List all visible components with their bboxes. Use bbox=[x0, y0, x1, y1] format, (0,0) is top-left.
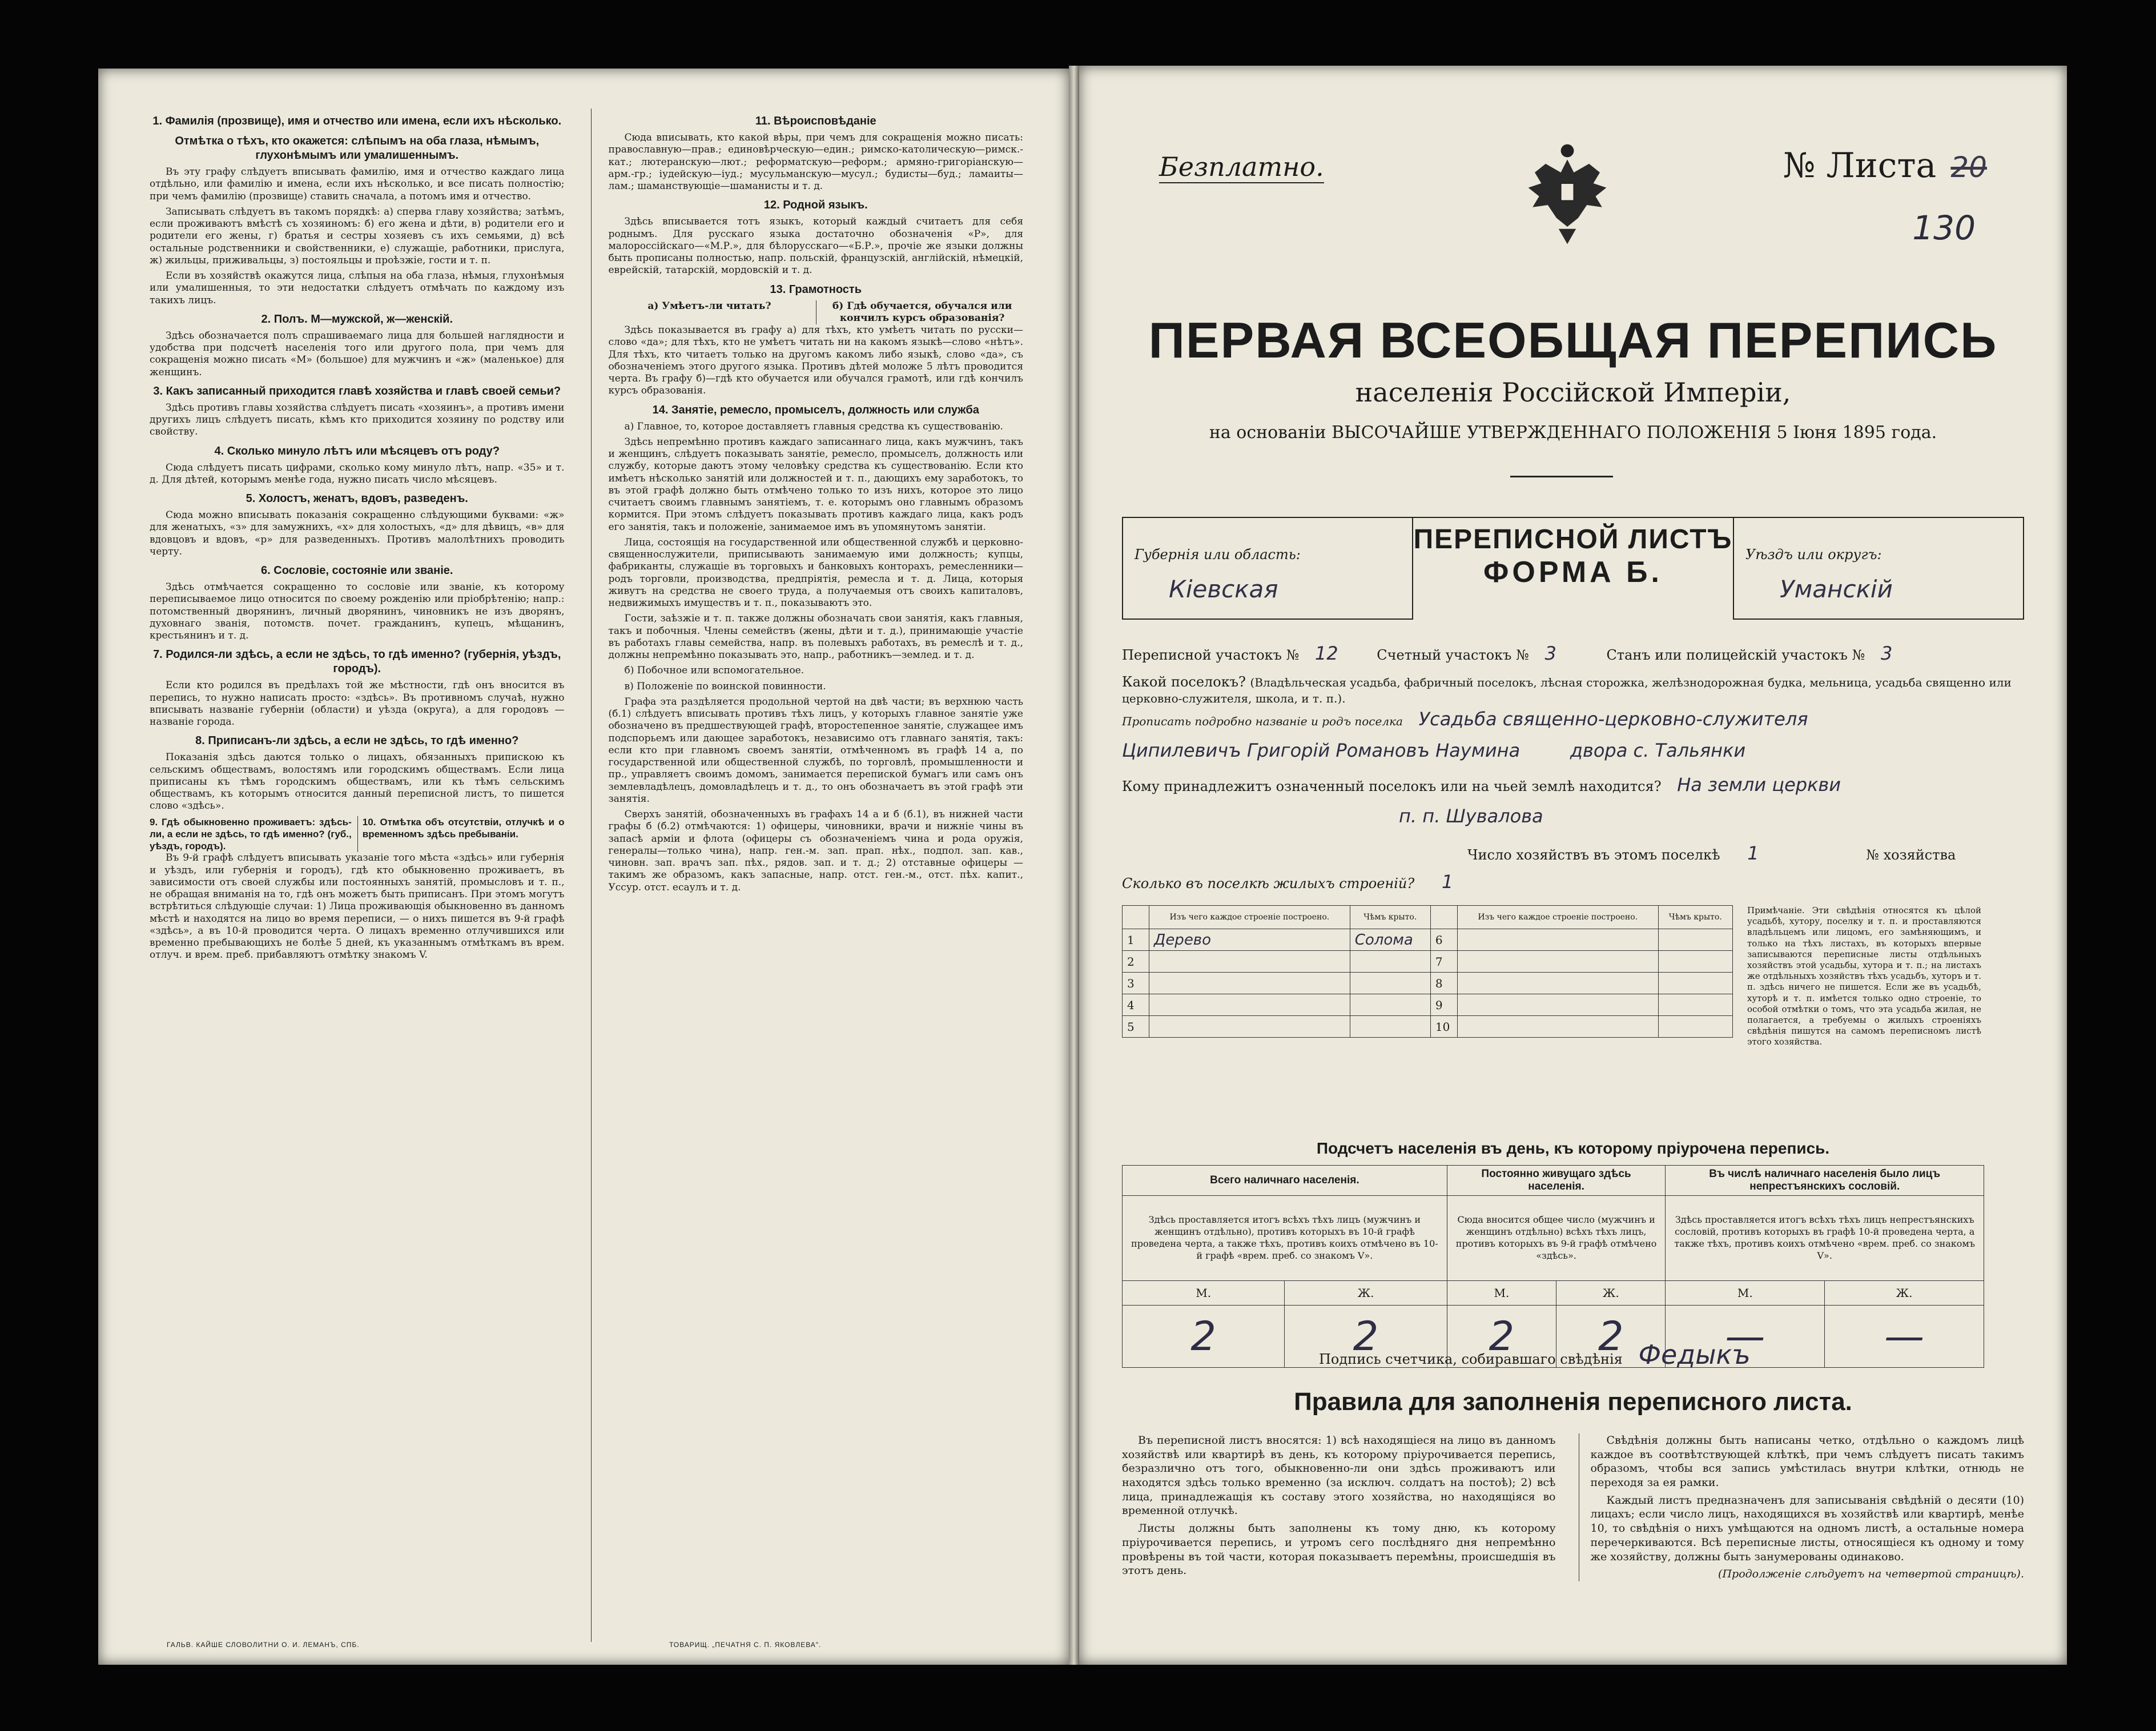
male-label: М. bbox=[1447, 1281, 1556, 1306]
settlement-hint2: Прописать подробно названіе и родъ поселка bbox=[1122, 714, 1403, 728]
left-page bbox=[98, 69, 1069, 1665]
bld-roof bbox=[1350, 1016, 1430, 1038]
settlement-value-3: двора с. Тальянки bbox=[1570, 740, 1746, 761]
female-label: Ж. bbox=[1825, 1281, 1984, 1306]
section-heading: 7. Родился-ли здѣсь, а если не здѣсь, то гдѣ именно? (губернія, уѣздъ, городъ). bbox=[153, 648, 561, 676]
section-paragraph: Показанія здѣсь даются только о лицахъ, обязанныхъ припискою къ сельскимъ обществамъ, волостямъ или городскимъ обществамъ. Если лица приписаны къ тѣмъ городскимъ обществамъ, или къ тѣмъ сельскимъ обществамъ, къ которымъ относится данный переписной листъ, то пишется слово «здѣсь». bbox=[150, 752, 565, 812]
district-box bbox=[1733, 517, 2024, 620]
free-label: Безплатно. bbox=[1159, 151, 1324, 182]
section-heading: 6. Сословіе, состояніе или званіе. bbox=[261, 564, 453, 577]
section-paragraph: Гости, заѣзжіе и т. п. также должны обозначать свои занятія, какъ главныя, такъ и побочныя. Члены семействъ (жены, дѣти и т. д.), принимающіе участіе въ работахъ главы семейства, напр. въ полевыхъ работахъ, въ ремеслѣ и т. д., должны непремѣнно показывать это, напр., работникъ—землед. и т. д. bbox=[608, 613, 1023, 661]
population-table bbox=[1122, 1165, 1984, 1368]
section-paragraph: Здѣсь вписывается тотъ языкъ, который каждый считаетъ для себя роднымъ. Для русскаго языка достаточно обозначенія «Р», для малороссійскаго—«М.Р.», для бѣлорусскаго—«Б.Р.», прочіе же языки должны быть прописаны полностью, напр. польскій, французскій, англійскій, нѣмецкій, еврейскій, татарскій, мордовскій и т. д. bbox=[608, 216, 1023, 276]
rules-left bbox=[1122, 1433, 1556, 1581]
form-name-line1: ПЕРЕПИСНОЙ ЛИСТЪ bbox=[1413, 524, 1733, 555]
section-paragraph: Если кто родился въ предѣлахъ той же мѣстности, гдѣ онъ вносится въ перепись, то нужно написать просто: «здѣсь». Въ противномъ случаѣ, нужно вписывать названіе губерніи (области) и уѣзда (округа), а для городовъ — названіе города. bbox=[150, 680, 565, 728]
count-district-value: 3 bbox=[1544, 642, 1556, 664]
bld-number: 8 bbox=[1430, 973, 1457, 994]
census-district-label: Переписной участокъ № bbox=[1122, 647, 1300, 663]
section-paragraph: Здѣсь показывается въ графу а) для тѣхъ, кто умѣетъ читать по русски—слово «да»; для тѣхъ, кто не умѣетъ читать ни на какомъ языкѣ—слово «нѣтъ». Для тѣхъ, кто читаетъ только на другомъ какомъ либо языкѣ, слово «да», съ обозначеніемъ этого другого языка. Противъ дѣтей моложе 5 лѣтъ проводится черта. Въ графу б)—гдѣ кто обучается или обучался грамотѣ, или гдѣ кончилъ курсъ образованія. bbox=[608, 324, 1023, 397]
section-paragraph: Записывать слѣдуетъ въ такомъ порядкѣ: а) сперва главу хозяйства; затѣмъ, если проживаютъ вмѣстѣ съ хозяиномъ: б) его жена и дѣти, в) родители его и родители его жены, г) братья и сестры хозяевъ съ ихъ семьями, д) всѣ остальные родственники и свойственники, е) служащіе, работники, прислуга, ж) жильцы, приживальцы, з) постояльцы и проѣзжіе, гости и т. п. bbox=[150, 206, 565, 266]
bld-head-roof: Чѣмъ крыто. bbox=[1350, 906, 1430, 929]
bld-roof bbox=[1350, 994, 1430, 1016]
rules-paragraph: Въ переписной листъ вносятся: 1) всѣ находящіеся на лицо въ данномъ хозяйствѣ или квартирѣ въ день, къ которому пріурочивается перепись, безразлично отъ того, обыкновенно-ли они здѣсь проживаютъ или находятся здѣсь только временно (за исключ. солдатъ на постоѣ); 2) всѣ лица, принадлежащія къ составу этого хозяйства, но находящіяся во временной отлучкѣ. bbox=[1122, 1434, 1556, 1517]
bld-material: Дерево bbox=[1149, 929, 1350, 951]
settlement-value: Усадьба священно-церковно-служителя bbox=[1418, 708, 1808, 730]
pop-desc-permanent: Сюда вносится общее число (мужчинъ и женщинъ отдѣльно) всѣхъ тѣхъ лицъ, противъ которыхъ въ 9-й графѣ отмѣчено «здѣсь». bbox=[1447, 1196, 1666, 1281]
bld-material bbox=[1457, 994, 1658, 1016]
bld-material bbox=[1149, 994, 1350, 1016]
household-number-label: № хозяйства bbox=[1866, 847, 1956, 863]
section-heading: Отмѣтка о тѣхъ, кто окажется: слѣпымъ на оба глаза, нѣмымъ, глухонѣмымъ или умалишеннымъ. bbox=[175, 135, 540, 162]
q13-header bbox=[609, 300, 1024, 325]
imprint-right: ТОВАРИЩ. „ПЕЧАТНЯ С. П. ЯКОВЛЕВА". bbox=[669, 1641, 822, 1649]
pop-value: — bbox=[1825, 1306, 1984, 1368]
police-district-label: Станъ или полицейскій участокъ № bbox=[1606, 647, 1865, 663]
census-district-value: 12 bbox=[1314, 642, 1338, 664]
section-paragraph: Графа эта раздѣляется продольной чертой на двѣ части; въ верхнюю часть (б.1) слѣдуетъ вписывать противъ тѣхъ лицъ, у которыхъ главное занятіе уже обозначено въ предшествующей графѣ, второстепенное занятіе, служащее имъ подспорьемъ или дающее заработокъ, независимо отъ главнаго занятія, такъ: если кто при главномъ своемъ занятіи, отмѣченномъ въ графѣ 14 а, по государственной или общественной службѣ, по торговлѣ, промышленности и пр., управляетъ своимъ домомъ, занимается перепиской бумагъ или самъ онъ землевладѣлецъ, домовладѣлецъ и т. д., то онъ обозначаетъ въ этой графѣ эти занятія. bbox=[608, 696, 1023, 805]
bld-material bbox=[1457, 1016, 1658, 1038]
rules-text bbox=[1122, 1433, 2024, 1581]
form-header bbox=[1122, 517, 2024, 620]
buildings-note: Примѣчаніе. Эти свѣдѣнія относятся къ цѣлой усадьбѣ, хутору, поселку и т. п. и проставляются владѣльцемъ или лицомъ, его замѣняющимъ, и только на тѣхъ листахъ, въ которыхъ впервые записываются переписные листы отдѣльныхъ хозяйствъ этой усадьбы, хутора и т. п.; на листахъ же отдѣльныхъ хозяйствъ тѣхъ усадьбъ, хуторъ и т. п. здѣсь ничего не пишется. Если же въ усадьбѣ, хуторѣ и т. п. имѣется только одно строеніе, то особой отмѣтки о томъ, что эта усадьба жилая, не полагается, а требуемы о жилыхъ строеніяхъ свѣдѣнія пишутся на самомъ переписномъ листѣ этого хозяйства. bbox=[1747, 905, 1981, 1047]
section-heading: 14. Занятіе, ремесло, промыселъ, должность или служба bbox=[652, 403, 979, 416]
section-paragraph: Здѣсь обозначается полъ спрашиваемаго лица для большей наглядности и удобства при подсчетѣ населенія того или другого пола, при чемъ для сокращенія можно писать «М» (большое) для мужчинъ и «ж» (маленькое) для женщинъ. bbox=[150, 330, 565, 378]
district-label: Уѣздъ или округъ: bbox=[1745, 547, 1882, 563]
pop-value: 2 bbox=[1447, 1306, 1556, 1368]
bld-number: 2 bbox=[1123, 951, 1149, 973]
owner-row bbox=[1122, 774, 2024, 796]
households-value: 1 bbox=[1747, 842, 1759, 864]
rules-right bbox=[1579, 1433, 2025, 1581]
bld-head-roof-2: Чѣмъ крыто. bbox=[1658, 906, 1732, 929]
bld-number: 1 bbox=[1123, 929, 1149, 951]
count-district-label: Счетный участокъ № bbox=[1377, 647, 1529, 663]
table-row bbox=[1123, 994, 1733, 1016]
section-heading: 2. Полъ. М—мужской, ж—женскій. bbox=[261, 312, 453, 326]
enumerator-signature bbox=[1319, 1339, 1751, 1370]
section-paragraph: Лица, состоящія на государственной или общественной службѣ и церковно-священнослужители, приписывають занимаемую ими должность; купцы, фабриканты, служащіе въ торговыхъ и банковыхъ конторахъ, ремесленники—родъ торговли, производства, предпріятія, ремесла и т. д. Лица, которыя живутъ на средства не своего труда, а получаемыя отъ своихъ капиталовъ, недвижимыхъ имуществъ и т. п., показываютъ это. bbox=[608, 536, 1023, 609]
bld-material bbox=[1457, 973, 1658, 994]
rules-paragraph: Каждый листъ предназначенъ для записыванія свѣдѣній о десяти (10) лицахъ; если число лицъ, находящихся въ хозяйствѣ или квартирѣ, менѣе 10, то свѣдѣнія о нихъ умѣщаются на одномъ листѣ, а остальные номера перечеркиваются. Всѣ переписные листы, относящіеся къ одному и тому же хозяйству, должны быть занумерованы одинаково. bbox=[1590, 1493, 2024, 1563]
owner-value: На земли церкви bbox=[1677, 774, 1841, 796]
buildings-value: 1 bbox=[1441, 871, 1454, 893]
pop-value: 2 bbox=[1123, 1306, 1285, 1368]
pop-value: 2 bbox=[1285, 1306, 1447, 1368]
section-heading: 11. Вѣроисповѣданіе bbox=[755, 115, 876, 127]
pop-head-total: Всего наличнаго населенія. bbox=[1123, 1166, 1447, 1196]
male-label: М. bbox=[1666, 1281, 1825, 1306]
settlement-value-row2 bbox=[1122, 740, 2024, 761]
table-row bbox=[1123, 1016, 1733, 1038]
bld-head-material-2: Изъ чего каждое строеніе построено. bbox=[1457, 906, 1658, 929]
bld-material bbox=[1149, 973, 1350, 994]
province-label: Губернія или область: bbox=[1135, 547, 1301, 563]
bld-roof bbox=[1350, 973, 1430, 994]
owner-row2 bbox=[1399, 805, 2024, 827]
section-heading: 3. Какъ записанный приходится главѣ хозяйства и главѣ своей семьи? bbox=[153, 384, 561, 397]
bld-roof bbox=[1658, 994, 1732, 1016]
bld-roof bbox=[1350, 951, 1430, 973]
page-fold bbox=[1069, 66, 1079, 1665]
divider bbox=[1510, 476, 1613, 477]
pop-desc-total: Здѣсь проставляется итогъ всѣхъ тѣхъ лицъ (мужчинъ и женщинъ отдѣльно), противъ которыхъ въ 10-й графѣ проведена черта, а также тѣхъ, противъ коихъ отмѣчено въ 10-й графѣ «врем. преб. со знакомъ V». bbox=[1123, 1196, 1447, 1281]
female-label: Ж. bbox=[1285, 1281, 1447, 1306]
buildings-row bbox=[1122, 871, 2024, 893]
q13a-heading: а) Умѣетъ-ли читать? bbox=[647, 300, 771, 312]
left-column-1 bbox=[150, 109, 565, 1642]
settlement-row bbox=[1122, 674, 2024, 706]
district-numbers-row bbox=[1122, 642, 2024, 664]
section-paragraph: Сюда слѣдуетъ писать цифрами, сколько кому минуло лѣтъ, напр. «35» и т. д. Для дѣтей, которымъ менѣе года, нужно писать число мѣсяцевъ. bbox=[150, 461, 565, 485]
section-heading: 12. Родной языкъ. bbox=[763, 199, 868, 212]
owner-value-2: п. п. Шувалова bbox=[1399, 805, 1543, 827]
households-label: Число хозяйствъ въ этомъ поселкѣ bbox=[1467, 847, 1720, 863]
bld-material bbox=[1457, 929, 1658, 951]
sheet-number-hand: 20 bbox=[1950, 151, 1987, 184]
settlement-hint: (Владѣльческая усадьба, фабричный поселокъ, лѣсная сторожка, желѣзнодорожная будка, мельница, усадьба священно или церковно-служителя, школа, и т. п.). bbox=[1122, 676, 2012, 705]
signature-label: Подпись счетчика, собиравшаго свѣдѣнія bbox=[1319, 1351, 1623, 1367]
bld-number: 5 bbox=[1123, 1016, 1149, 1038]
bld-number: 7 bbox=[1430, 951, 1457, 973]
section-paragraph: Если въ хозяйствѣ окажутся лица, слѣпыя на оба глаза, нѣмыя, глухонѣмыя или умалишенныя, то эти недостатки слѣдуетъ отмѣчать по каждому изъ такихъ лицъ. bbox=[150, 270, 565, 306]
bld-roof bbox=[1658, 973, 1732, 994]
section-heading: 13. Грамотность bbox=[770, 283, 862, 296]
form-name-line2: ФОРМА Б. bbox=[1483, 556, 1663, 589]
imprint-left: ГАЛЬВ. КАЙШЕ СЛОВОЛИТНИ О. И. ЛЕМАНЪ, СПБ. bbox=[167, 1641, 360, 1649]
bld-roof bbox=[1658, 1016, 1732, 1038]
owner-label: Кому принадлежитъ означенный поселокъ или на чьей землѣ находится? bbox=[1122, 778, 1662, 794]
bld-number: 6 bbox=[1430, 929, 1457, 951]
double-eagle-emblem-icon bbox=[1513, 140, 1622, 248]
form-name bbox=[1413, 517, 1733, 620]
continued-note: (Продолженіе слѣдуетъ на четвертой страницѣ). bbox=[1718, 1568, 2024, 1581]
signature-value: Федыкъ bbox=[1638, 1339, 1751, 1370]
section-paragraph: Въ 9-й графѣ слѣдуетъ вписывать указаніе того мѣста «здѣсь» или губернія и уѣздъ, или губернія и городъ), гдѣ кто обыкновенно проживаетъ, въ зависимости отъ своей службы или постоянныхъ занятій, промысловъ и т. п., не обращая вниманія на то, гдѣ онъ можетъ быть приписанъ. При этомъ могутъ встрѣтиться слѣдующіе случаи: 1) Лица проживающія обыкновенно въ данномъ мѣстѣ и находятся на лицо во время переписи, — о нихъ пишется въ 9-й графѣ «здѣсь», а въ 10-й проводится черта. О лицахъ временно отлучившихся или временно пребывающихъ не болѣе 5 дней, къ указаннымъ отмѣткамъ въ врем. отлуч. и врем. преб. прибавляютъ отмѣтку знакомъ V. bbox=[150, 852, 565, 961]
section-paragraph: Сюда вписывать, кто какой вѣры, при чемъ для сокращенія можно писать: православную—прав.; единовѣрческую—един.; римско-католическую—римск.-кат.; лютеранскую—лют.; реформатскую—реформ.; армяно-григоріанскую—арм.-гр.; іудейскую—іуд.; мусульманскую—мусул.; будисты—буд.; ламаиты—лам.; шаманствующіе—шаманисты и т. д. bbox=[608, 132, 1023, 192]
buildings-label: Сколько въ поселкѣ жилыхъ строеній? bbox=[1122, 875, 1415, 891]
legal-basis: на основаніи ВЫСОЧАЙШЕ УТВЕРЖДЕННАГО ПОЛОЖЕНІЯ 5 Іюня 1895 года. bbox=[1209, 423, 1937, 443]
rules-paragraph: Листы должны быть заполнены къ тому дню, къ которому пріурочивается перепись, и утромъ сего послѣдняго дня непремѣнно провѣрены въ той части, которая показываетъ перемѣны, происшедшія въ этотъ день. bbox=[1122, 1522, 1556, 1577]
q9-q10-header bbox=[150, 816, 565, 853]
table-row bbox=[1123, 951, 1733, 973]
section-heading: 5. Холостъ, женатъ, вдовъ, разведенъ. bbox=[246, 492, 468, 505]
pop-head-permanent: Постоянно живущаго здѣсь населенія. bbox=[1447, 1166, 1666, 1196]
bld-material bbox=[1149, 1016, 1350, 1038]
bld-material bbox=[1149, 951, 1350, 973]
section-paragraph: Здѣсь отмѣчается сокращенно то сословіе или званіе, къ которому переписываемое лицо относится по своему рожденію или пріобрѣтенію; напр.: потомственный дворянинъ, личный дворянинъ, чиновникъ не изъ дворянъ, духовнаго званія, потомств. почет. гражданинъ, купецъ, мѣщанинъ, крестьянинъ и т. д. bbox=[150, 581, 565, 641]
households-row bbox=[1467, 842, 2024, 864]
bld-roof: Солома bbox=[1350, 929, 1430, 951]
table-row bbox=[1123, 929, 1733, 951]
left-column-2 bbox=[591, 109, 1024, 1642]
province-value: Кіевская bbox=[1169, 575, 1278, 603]
bld-material bbox=[1457, 951, 1658, 973]
sheet-number-label: № Листа bbox=[1783, 146, 1937, 186]
q10-heading: 10. Отмѣтка объ отсутствіи, отлучкѣ и о временномъ здѣсь пребываніи. bbox=[357, 816, 565, 853]
settlement-label: Какой поселокъ? bbox=[1122, 674, 1246, 690]
section-paragraph: Сюда можно вписывать показанія сокращенно слѣдующими буквами: «ж» для женатыхъ, «з» для замужнихъ, «х» для холостыхъ, «д» для дѣвицъ, «в» для вдовцовъ и вдовъ, «р» для разведенныхъ. Противъ малолѣтнихъ проводить черту. bbox=[150, 509, 565, 557]
police-district-value: 3 bbox=[1880, 642, 1893, 664]
province-box bbox=[1122, 517, 1413, 620]
section-paragraph: Сверхъ занятій, обозначенныхъ въ графахъ 14 а и б (б.1), въ нижней части графы б (б.2) отмѣчаются: 1) офицеры, чиновники, врачи и нижніе чины въ запасѣ армiи и флота (офицеры съ обозначеніемъ чина и рода оружія, генералы—только чина), напр. ген.-м. зап. прап. нѣх., подпол. зап. кав., чиновн. зап. врачъ зап. пѣх., рядов. зап. и т. д.; 2) отставные офицеры — такимъ же образомъ, какъ запасные, напр. отст. ген.-м., отст. пѣх. капит., Уссур. отст. есаулъ и т. д. bbox=[608, 809, 1023, 893]
section-paragraph: Въ эту графу слѣдуетъ вписывать фамилію, имя и отчество каждаго лица отдѣльно, или фамилію и имена, если ихъ нѣсколько, и все писать полностію; при чемъ фамилію (прозвище) ставить сначала, а потомъ имя и отчество. bbox=[150, 166, 565, 202]
bld-roof bbox=[1658, 951, 1732, 973]
table-row bbox=[1123, 973, 1733, 994]
pop-value: 2 bbox=[1556, 1306, 1666, 1368]
settlement-value-row bbox=[1122, 708, 2024, 730]
section-paragraph: б) Побочное или вспомогательное. bbox=[624, 665, 805, 677]
settlement-value-2: Ципилевичъ Григорій Романовъ Наумина bbox=[1122, 740, 1521, 761]
pop-desc-nonpeasant: Здѣсь проставляется итогъ всѣхъ тѣхъ лицъ непрестъянскихъ сословій, противъ которыхъ въ графѣ 10-й проведена черта, а также тѣхъ, противъ коихъ отмѣчено «врем. преб. со знакомъ V». bbox=[1666, 1196, 1984, 1281]
population-title: Подсчетъ населенія въ день, къ которому пріурочена перепись. bbox=[1316, 1139, 1830, 1157]
pop-value: — bbox=[1666, 1306, 1825, 1368]
bld-head-material: Изъ чего каждое строеніе построено. bbox=[1149, 906, 1350, 929]
rules-paragraph: Свѣдѣнія должны быть написаны четко, отдѣльно о каждомъ лицѣ каждое въ соотвѣтствующей клѣткѣ, при чемъ слѣдуетъ писать такимъ образомъ, чтобы вся запись умѣстилась внутри клѣтки, отнюдь не переходя за ея рамки. bbox=[1590, 1434, 2024, 1489]
section-paragraph: Здѣсь противъ главы хозяйства слѣдуетъ писать «хозяинъ», а противъ имени другихъ лицъ слѣдуетъ писать, кѣмъ кто приходится хозяину по родству или свойству. bbox=[150, 401, 565, 438]
document-title: ПЕРВАЯ ВСЕОБЩАЯ ПЕРЕПИСЬ bbox=[1148, 312, 1998, 368]
buildings-table bbox=[1122, 905, 1733, 1038]
bld-roof bbox=[1658, 929, 1732, 951]
female-label: Ж. bbox=[1556, 1281, 1666, 1306]
district-value: Уманскій bbox=[1780, 575, 1893, 603]
section-heading: 4. Сколько минуло лѣтъ или мѣсяцевъ отъ роду? bbox=[214, 444, 500, 457]
handwritten-number: 130 bbox=[1912, 208, 1976, 247]
right-page bbox=[1079, 66, 2067, 1665]
male-label: М. bbox=[1123, 1281, 1285, 1306]
section-paragraph: Здѣсь непремѣнно противъ каждаго записаннаго лица, какъ мужчинъ, такъ и женщинъ, слѣдуетъ показывать занятіе, ремесло, промыселъ, должность или службу, которые даютъ этому человѣку средства къ существованію. Если кто имѣетъ нѣсколько занятій или должностей и т. п., дающихъ ему заработокъ, то въ этой графѣ должно быть отмѣчено только то изъ нихъ, которое это лицо считаетъ своимъ главнымъ занятіемъ, т. е. которымъ оно главнымъ образомъ кормится. При этомъ слѣдуетъ показывать противъ каждаго лица, какъ родъ его занятія, такъ и положеніе, занимаемое имъ въ упомянутомъ занятіи. bbox=[608, 436, 1023, 533]
section-heading: 8. Приписанъ-ли здѣсь, а если не здѣсь, то гдѣ именно? bbox=[195, 734, 519, 748]
bld-number: 9 bbox=[1430, 994, 1457, 1016]
bld-number: 10 bbox=[1430, 1016, 1457, 1038]
bld-number: 3 bbox=[1123, 973, 1149, 994]
document-subtitle: населенія Россійской Имперіи, bbox=[1355, 377, 1791, 408]
sheet-number bbox=[1783, 146, 1987, 186]
section-paragraph: а) Главное, то, которое доставляетъ главныя средства къ существованію. bbox=[624, 420, 1003, 432]
q9-heading: 9. Гдѣ обыкновенно проживаетъ: здѣсь-ли, а если не здѣсь, то гдѣ именно? (губ., уѣздъ, городъ). bbox=[150, 816, 352, 852]
q13b-heading: б) Гдѣ обучается, обучался или кончилъ курсъ образованія? bbox=[816, 300, 1023, 325]
pop-head-nonpeasant: Въ числѣ наличнаго населенія было лицъ непрестъянскихъ сословій. bbox=[1666, 1166, 1984, 1196]
section-paragraph: в) Положеніе по воинской повинности. bbox=[624, 680, 826, 692]
rules-title: Правила для заполненія переписного листа. bbox=[1294, 1388, 1852, 1416]
section-heading: 1. Фамилія (прозвище), имя и отчество или имена, если ихъ нѣсколько. bbox=[152, 115, 562, 127]
bld-number: 4 bbox=[1123, 994, 1149, 1016]
